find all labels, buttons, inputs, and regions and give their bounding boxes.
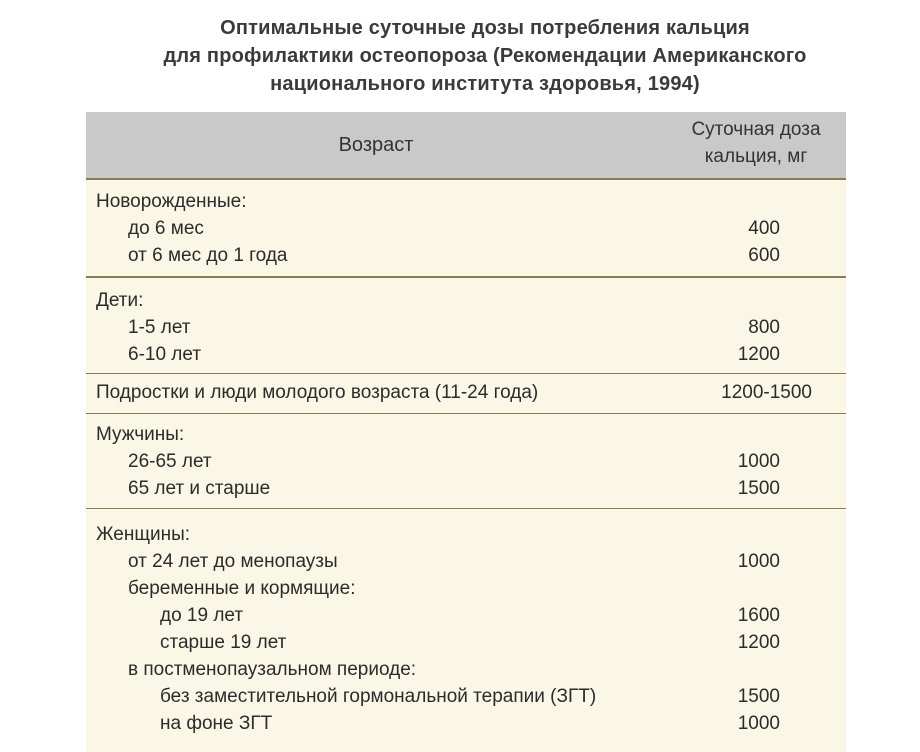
table-header (86, 112, 846, 180)
table-row (86, 710, 846, 737)
table-row (86, 602, 846, 629)
subgroup-heading (86, 656, 846, 683)
group-heading (86, 421, 846, 448)
row-value: 600 (748, 245, 780, 266)
table-row (86, 548, 846, 575)
table-row (86, 314, 846, 341)
table-row (86, 629, 846, 656)
row-value: 1600 (737, 605, 780, 626)
group-children (86, 278, 846, 374)
row-value: 1000 (737, 551, 780, 572)
calcium-dose-table (86, 112, 846, 752)
row-label: 6-10 лет (128, 344, 202, 365)
title-line-1: Оптимальные суточные дозы потребления кальция (220, 17, 750, 39)
title-line-2: для профилактики остеопороза (Рекомендации Американского (163, 45, 807, 67)
table-row (86, 242, 846, 269)
row-value: 400 (748, 218, 780, 239)
group-name: Женщины: (96, 524, 191, 545)
table-row (86, 379, 846, 406)
row-label: старше 19 лет (160, 632, 287, 653)
row-value: 1500 (737, 478, 780, 499)
row-label: в постменопаузальном периоде: (128, 659, 417, 680)
row-value: 1200 (737, 344, 780, 365)
row-value: 1000 (737, 713, 780, 734)
row-label: на фоне ЗГТ (160, 713, 273, 734)
header-age: Возраст (338, 134, 414, 156)
row-label: беременные и кормящие: (128, 578, 356, 599)
table-title (70, 14, 900, 98)
group-name: Мужчины: (96, 424, 185, 445)
group-newborns (86, 180, 846, 278)
row-value: 1200 (737, 632, 780, 653)
row-label: без заместительной гормональной терапии (ЗГТ) (160, 686, 597, 707)
row-label: Подростки и люди молодого возраста (11-24 года) (96, 382, 539, 403)
group-adolescents (86, 374, 846, 414)
row-label: 65 лет и старше (128, 478, 271, 499)
group-name: Новорожденные: (96, 191, 247, 212)
table-row (86, 341, 846, 368)
header-dose-line-2: кальция, мг (704, 146, 808, 167)
table-row (86, 683, 846, 710)
row-value: 1000 (737, 451, 780, 472)
row-value: 800 (748, 317, 780, 338)
row-label: от 6 мес до 1 года (128, 245, 288, 266)
group-women (86, 509, 846, 737)
row-label: до 6 мес (128, 218, 204, 239)
group-heading (86, 521, 846, 548)
table-row (86, 475, 846, 502)
row-value: 1500 (737, 686, 780, 707)
row-label: 1-5 лет (128, 317, 191, 338)
title-line-3: национального института здоровья, 1994) (270, 73, 700, 95)
header-dose-line-1: Суточная доза (691, 119, 821, 140)
row-value: 1200-1500 (721, 382, 812, 403)
subgroup-heading (86, 575, 846, 602)
table-row (86, 215, 846, 242)
group-name: Дети: (96, 290, 144, 311)
row-label: от 24 лет до менопаузы (128, 551, 338, 572)
group-men (86, 414, 846, 509)
row-label: 26-65 лет (128, 451, 212, 472)
group-heading (86, 287, 846, 314)
table-row (86, 448, 846, 475)
row-label: до 19 лет (160, 605, 244, 626)
group-heading (86, 188, 846, 215)
header-dose (666, 116, 846, 170)
